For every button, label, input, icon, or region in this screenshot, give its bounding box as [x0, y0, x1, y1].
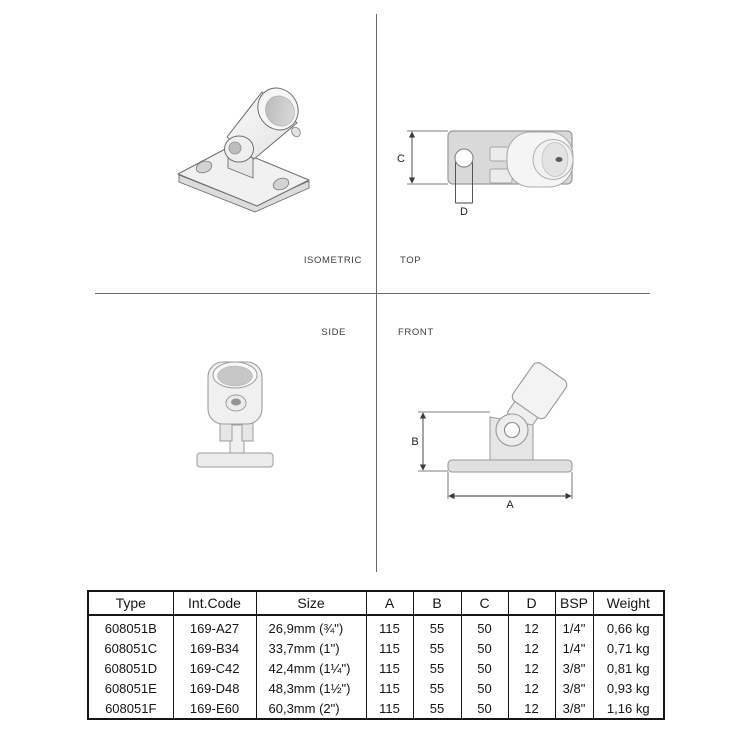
lug-leg-right [242, 423, 253, 441]
side-view-label: SIDE [321, 327, 346, 338]
table-cell: 3/8" [555, 658, 593, 678]
table-cell: 50 [461, 658, 508, 678]
table-cell: 60,3mm (2") [256, 698, 366, 719]
top-view-label: TOP [400, 255, 422, 266]
table-cell: 3/8" [555, 698, 593, 719]
socket-bore [542, 143, 568, 177]
spec-table-body [88, 615, 664, 719]
table-cell: 608051B [104, 620, 157, 636]
table-cell: 0,66 kg [593, 615, 664, 638]
table-cell: 0,93 kg [593, 678, 664, 698]
table-cell: 55 [413, 678, 461, 698]
setscrew-hole [231, 399, 241, 406]
top-view-drawing [395, 118, 590, 223]
column-header-c: C [461, 591, 508, 615]
table-cell: 48,3mm (1½") [256, 678, 366, 698]
table-cell: 55 [413, 615, 461, 638]
table-cell: 12 [508, 658, 555, 678]
table-cell: 1,16 kg [593, 698, 664, 719]
table-cell: 115 [366, 678, 413, 698]
table-cell: 50 [461, 698, 508, 719]
table-cell: 169-A27 [173, 615, 256, 638]
side-view-drawing [190, 350, 285, 475]
front-view-label: FRONT [398, 327, 434, 338]
table-cell: 169-C42 [173, 658, 256, 678]
plate-hole [455, 149, 473, 167]
table-cell: 26,9mm (¾") [256, 615, 366, 638]
table-row [88, 698, 664, 719]
table-cell: 115 [366, 638, 413, 658]
spec-table-header-row [88, 591, 664, 615]
isometric-view-drawing [165, 78, 325, 218]
table-cell: 608051F [105, 700, 157, 716]
table-cell: 3/8" [555, 678, 593, 698]
spec-table [87, 590, 665, 720]
table-cell: 169-D48 [173, 678, 256, 698]
table-cell: 12 [508, 698, 555, 719]
base-plate-edge [197, 453, 273, 467]
column-header-b: B [413, 591, 461, 615]
front-view-drawing [405, 355, 590, 510]
table-cell: 55 [413, 698, 461, 719]
lug-leg-left [220, 423, 232, 441]
table-cell: 0,81 kg [593, 658, 664, 678]
column-header-type: Type [88, 591, 173, 615]
table-row [88, 638, 664, 658]
table-row [88, 678, 664, 698]
table-cell: 0,71 kg [593, 638, 664, 658]
column-header-int-code: Int.Code [173, 591, 256, 615]
column-header-size: Size [256, 591, 366, 615]
table-cell: 50 [461, 638, 508, 658]
dim-a-label: A [506, 499, 514, 510]
table-cell: 608051C [104, 640, 158, 656]
table-cell: 42,4mm (1¼") [256, 658, 366, 678]
table-cell: 12 [508, 638, 555, 658]
horizontal-divider [95, 293, 650, 294]
table-cell: 50 [461, 615, 508, 638]
column-header-weight: Weight [593, 591, 664, 615]
table-cell: 115 [366, 658, 413, 678]
pivot-hole [505, 423, 520, 438]
table-cell: 33,7mm (1") [256, 638, 366, 658]
table-cell: 608051E [104, 680, 157, 696]
dim-b-label: B [411, 436, 419, 448]
pivot-hole [229, 142, 241, 154]
dim-c-label: C [397, 153, 405, 165]
table-row [88, 658, 664, 678]
base-plate-front [448, 460, 572, 472]
column-header-bsp: BSP [555, 591, 593, 615]
table-cell: 55 [413, 638, 461, 658]
column-header-a: A [366, 591, 413, 615]
table-cell: 1/4" [555, 638, 593, 658]
isometric-view-label: ISOMETRIC [303, 255, 362, 266]
table-cell: 1/4" [555, 615, 593, 638]
table-cell: 608051D [104, 660, 158, 676]
table-cell: 50 [461, 678, 508, 698]
table-row [88, 615, 664, 638]
setscrew-hole [556, 157, 563, 162]
table-cell: 12 [508, 615, 555, 638]
socket-bore [218, 366, 253, 386]
table-cell: 115 [366, 698, 413, 719]
table-cell: 55 [413, 658, 461, 678]
column-header-d: D [508, 591, 555, 615]
table-cell: 169-B34 [173, 638, 256, 658]
dim-d-label: D [460, 206, 468, 218]
table-cell: 169-E60 [173, 698, 256, 719]
table-cell: 115 [366, 615, 413, 638]
table-cell: 12 [508, 678, 555, 698]
